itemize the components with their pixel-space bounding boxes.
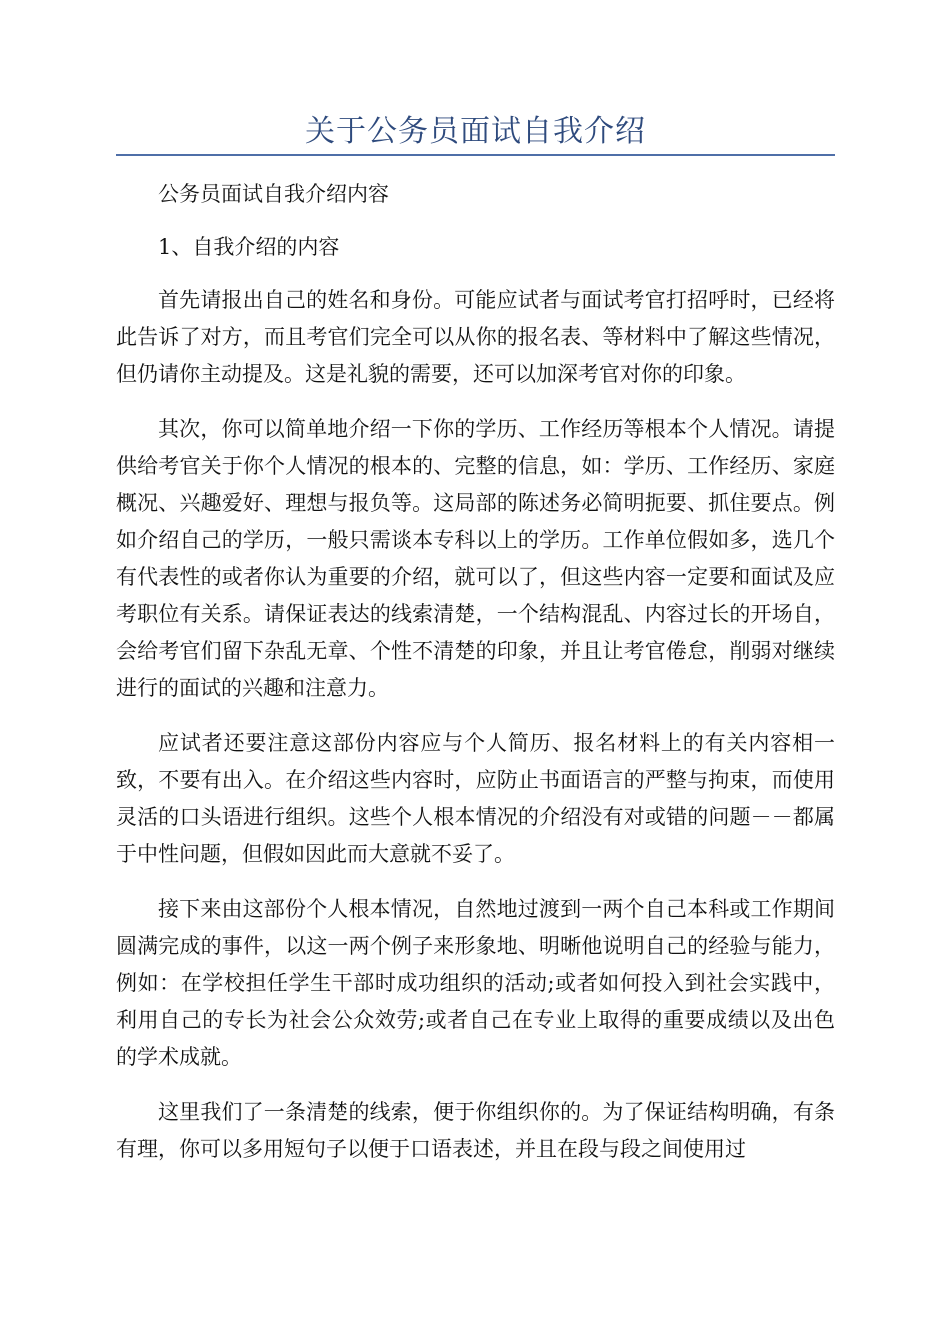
title-divider (116, 154, 835, 156)
body-paragraph: 其次，你可以简单地介绍一下你的学历、工作经历等根本个人情况。请提供给考官关于你个人情况的根本的、完整的信息，如：学历、工作经历、家庭概况、兴趣爱好、理想与报负等。这局部的陈述务必简明扼要、抓住要点。例如介绍自己的学历，一般只需谈本专科以上的学历。工作单位假如多，选几个有代表性的或者你认为重要的介绍，就可以了，但这些内容一定要和面试及应考职位有关系。请保证表达的线索清楚，一个结构混乱、内容过长的开场自，会给考官们留下杂乱无章、个性不清楚的印象，并且让考官倦怠，削弱对继续进行的面试的兴趣和注意力。 (116, 417, 835, 700)
body-paragraph: 这里我们了一条清楚的线索，便于你组织你的。为了保证结构明确，有条有理，你可以多用短句子以便于口语表述，并且在段与段之间使用过 (116, 1100, 835, 1161)
document-title: 关于公务员面试自我介绍 (305, 114, 646, 149)
subsection-heading: 1、自我介绍的内容 (158, 235, 340, 259)
document-body (116, 176, 835, 1186)
body-paragraph: 接下来由这部份个人根本情况，自然地过渡到一两个自己本科或工作期间圆满完成的事件，以这一两个例子来形象地、明晰他说明自己的经验与能力，例如：在学校担任学生干部时成功组织的活动;或者如何投入到社会实践中，利用自己的专长为社会公众效劳;或者自己在专业上取得的重要成绩以及出色的学术成就。 (116, 897, 835, 1069)
body-paragraph: 应试者还要注意这部份内容应与个人简历、报名材料上的有关内容相一致，不要有出入。在介绍这些内容时，应防止书面语言的严整与拘束，而使用灵活的口头语进行组织。这些个人根本情况的介绍没有对或错的问题－－都属于中性问题，但假如因此而大意就不妥了。 (116, 731, 835, 866)
section-heading: 公务员面试自我介绍内容 (158, 182, 389, 206)
body-paragraph: 首先请报出自己的姓名和身份。可能应试者与面试考官打招呼时，已经将此告诉了对方，而且考官们完全可以从你的报名表、等材料中了解这些情况，但仍请你主动提及。这是礼貌的需要，还可以加深考官对你的印象。 (116, 288, 835, 386)
